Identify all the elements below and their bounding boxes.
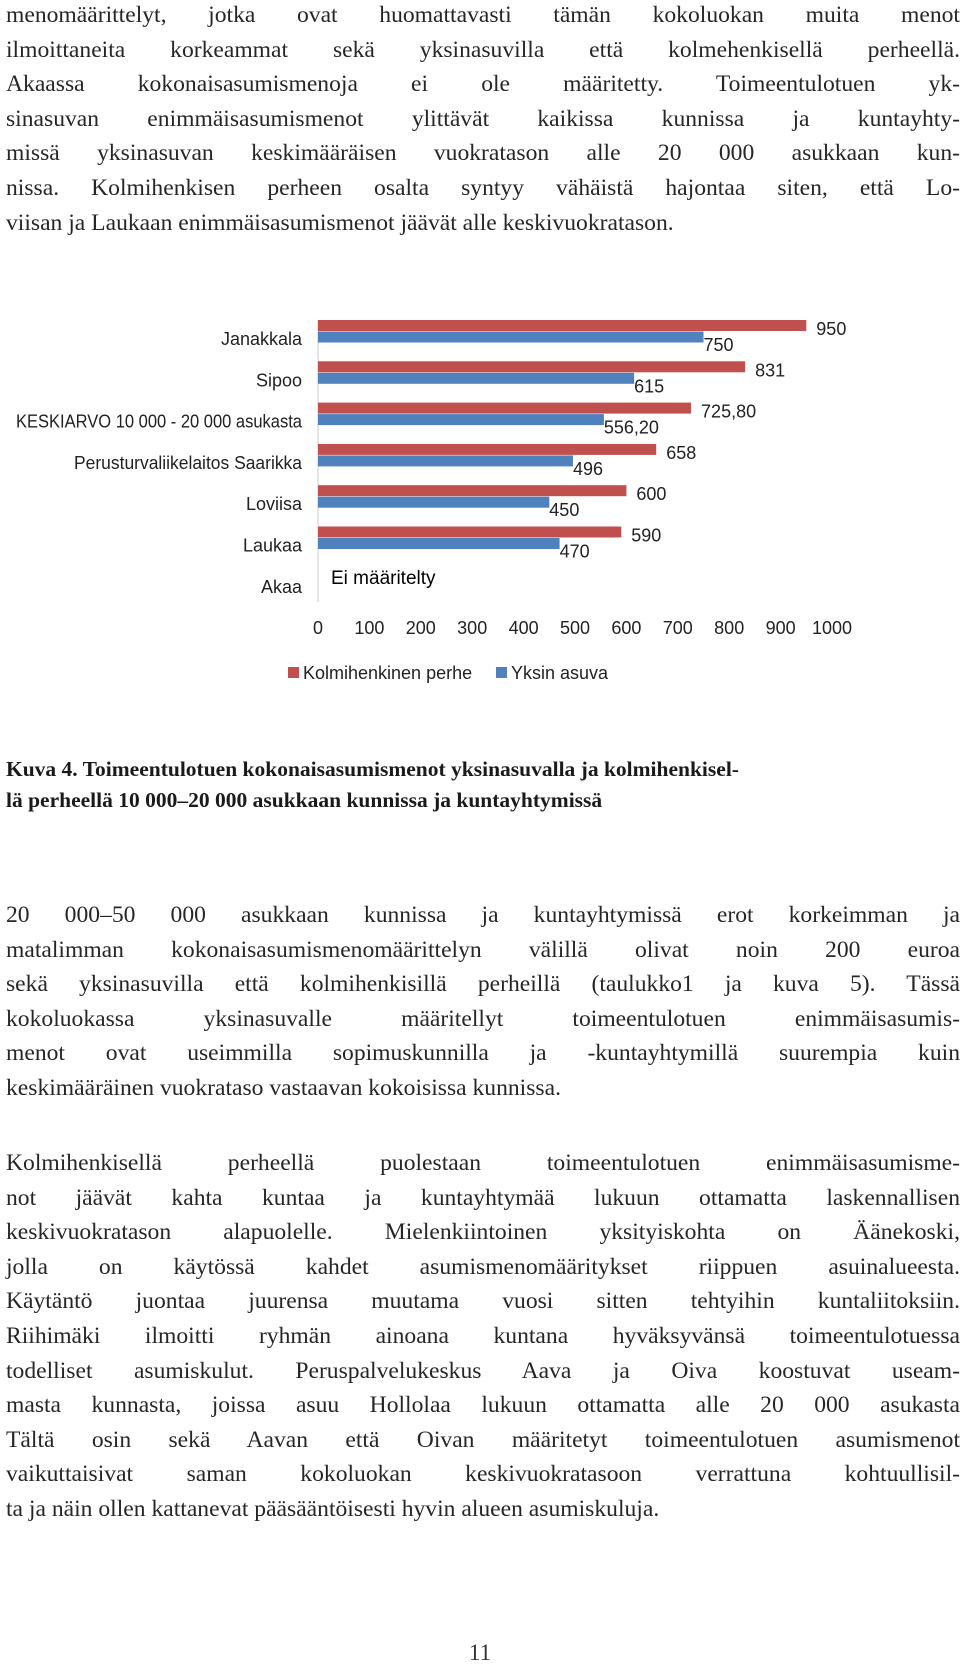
paragraph-3-line: Tältä osin sekä Aavan että Oivan määritetyt toimeentulotuen asumismenot [6,1426,960,1453]
bar-value-label: 615 [634,376,665,397]
category-labels [16,329,303,597]
paragraph-1-line: Akaassa kokonaisasumismenoja ei ole määritetty. Toimeentulotuen yk- [6,71,960,98]
paragraph-1-line: viisan ja Laukaan enimmäisasumismenot jäävät alle keskivuokratason. [6,209,674,236]
paragraph-3-line: keskivuokratason alapuolelle. Mielenkiintoinen yksityiskohta on Äänekoski, [6,1219,960,1246]
category-label: Perusturvaliikelaitos Saarikka [74,452,303,473]
bar-value-label: 950 [816,319,847,339]
paragraph-2-line: sekä yksinasuvilla että kolmihenkisillä perheillä (taulukko1 ja kuva 5). Tässä [6,971,960,998]
x-tick-label: 200 [405,618,436,638]
paragraph-3-line: todelliset asumiskulut. Peruspalvelukeskus Aava ja Oiva koostuvat useam- [6,1357,960,1384]
paragraph-1-line: menomäärittelyt, jotka ovat huomattavasti tämän kokoluokan muita menot [6,2,960,28]
paragraph-1-line: sinasuvan enimmäisasumismenot ylittävät kaikissa kunnissa ja kuntayhty- [6,105,960,132]
legend-label: Kolmihenkinen perhe [303,663,473,683]
category-label: Sipoo [255,370,302,391]
bar-value-label: 470 [559,541,590,562]
bar-single [318,332,704,343]
bar-single [318,414,604,425]
legend-label: Yksin asuva [511,663,609,683]
x-tick-label: 100 [354,618,385,638]
paragraph-2-line: 20 000–50 000 asukkaan kunnissa ja kuntayhtymissä erot korkeimman ja [6,902,960,928]
paragraph-2-line: menot ovat useimmilla sopimuskunnilla ja -kuntayhtymillä suurempia kuin [6,1040,960,1067]
bar-single [318,373,634,384]
bar-family [318,361,745,372]
x-tick-label: 400 [508,618,539,638]
paragraph-3-line: masta kunnasta, joissa asuu Hollolaa lukuun ottamatta alle 20 000 asukasta [6,1392,960,1419]
bar-family [318,444,656,455]
bar-single [318,455,573,466]
paragraph-1-line: ilmoittaneita korkeammat sekä yksinasuvilla että kolmehenkisellä perheellä. [6,36,960,63]
paragraph-3-line: Riihimäki ilmoitti ryhmän ainoana kuntana hyväksyvänsä toimeentulotuessa [6,1322,960,1349]
bar-value-label: 496 [572,458,603,479]
x-tick-label: 1000 [811,618,853,638]
x-tick-label: 600 [611,618,642,638]
paragraph-2-line: matalimman kokonaisasumismenomäärittelyn välillä olivat noin 200 euroa [6,936,960,963]
caption-line-1: Kuva 4. Toimeentulotuen kokonaisasumismenot yksinasuvalla ja kolmihenkisel- [6,757,739,781]
bar-value-label: 450 [549,500,580,521]
bar-value-label: 725,80 [701,401,757,422]
paragraph-3-line: Käytäntö juontaa juurensa muutama vuosi sitten tehtyihin kuntaliitoksiin. [6,1288,960,1315]
category-label: Akaa [260,576,302,597]
x-tick-label: 500 [559,618,591,638]
paragraph-3-line: Kolmihenkisellä perheellä puolestaan toimeentulotuen enimmäisasumisme- [6,1150,960,1176]
bar-single [318,538,560,549]
bar-single [318,497,549,508]
paragraph-2-line: keskimääräinen vuokrataso vastaavan kokoisissa kunnissa. [6,1074,561,1101]
legend-swatch [288,667,299,678]
bar-value-label: 750 [703,335,734,355]
figure-caption [6,754,960,816]
legend-swatch [496,667,507,678]
bar-value-label: 658 [666,442,697,463]
not-defined-annotation: Ei määritelty [331,568,436,589]
bar-value-label: 556,20 [603,417,659,438]
body-paragraph-2 [6,898,960,1106]
body-paragraph-3 [6,1146,960,1527]
x-axis-ticks [313,618,852,638]
paragraph-3-line: ta ja näin ollen kattanevat pääsääntöisesti hyvin alueen asumiskuluja. [6,1495,660,1522]
paragraph-1-line: nissa. Kolmihenkisen perheen osalta syntyy vähäistä hajontaa siten, että Lo- [6,174,960,201]
x-tick-label: 0 [312,618,324,638]
bar-value-labels [549,319,846,562]
paragraph-2-line: kokoluokassa yksinasuvalle määritellyt toimeentulotuen enimmäisasumis- [6,1005,960,1032]
bar-family [318,485,626,496]
x-tick-label: 700 [662,618,693,638]
page-number: 11 [468,1640,492,1665]
caption-line-2: lä perheellä 10 000–20 000 asukkaan kunnissa ja kuntayhtymissä [6,788,603,812]
paragraph-3-line: not jäävät kahta kuntaa ja kuntayhtymää lukuun ottamatta laskennallisen [6,1184,960,1211]
category-label: Janakkala [220,329,302,349]
category-label: KESKIARVO 10 000 - 20 000 asukasta [16,411,303,432]
bar-family [318,527,621,538]
bar-family [318,403,691,414]
intro-paragraph [6,0,960,240]
category-label: Loviisa [245,494,302,515]
housing-costs-bar-chart [0,319,960,730]
chart-legend [288,663,609,683]
x-tick-label: 800 [714,618,745,638]
x-tick-label: 900 [765,618,796,638]
x-tick-label: 300 [457,618,488,638]
bar-value-label: 600 [636,484,667,505]
paragraph-3-line: vaikuttaisivat saman kokoluokan keskivuokratasoon verrattuna kohtuullisil- [6,1461,960,1488]
bar-value-label: 831 [755,360,786,381]
category-label: Laukaa [242,535,302,556]
paragraph-3-line: jolla on käytössä kahdet asumismenomääritykset riippuen asuinalueesta. [6,1253,960,1280]
paragraph-1-line: missä yksinasuvan keskimääräisen vuokratason alle 20 000 asukkaan kun- [6,140,960,167]
bar-family [318,320,806,331]
bar-value-label: 590 [631,525,662,546]
